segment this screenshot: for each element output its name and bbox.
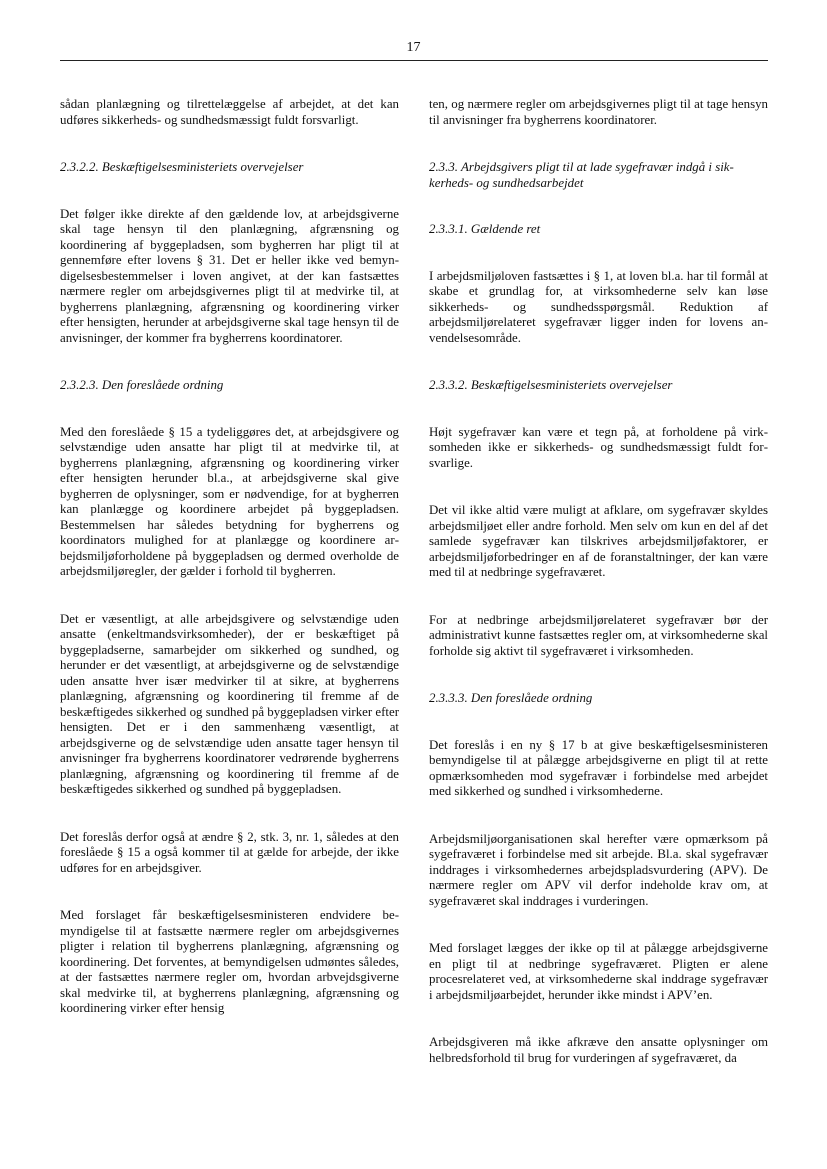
section-heading: 2.3.3.3. Den foreslåede ordning: [429, 691, 593, 705]
page-number: 17: [406, 40, 421, 55]
paragraph: Med den foreslåede § 15 a tydeliggøres det, at arbejdsgivere og selvstændige uden ansatte har pligt til at medvirke til, at bygherrens planlægning, afgrænsning og koordinering virker efter hensigten herunder bl.a., at arbejdsgiverne skal give bygherren de oplysninger, som er nødvendige, for at bygherren kan planlægge og koordinere arbejdet på byggepladsen. Bestemmelsen har således betydning for bygherrens og koordinators mulighed for at planlægge og koordinere arbejdsmiljøforholdene på byggepladsen og dermed overholde de arbejdsmiljøregler, der gælder i forhold til bygherren.: [60, 424, 399, 578]
paragraph: Det følger ikke direkte af den gældende lov, at arbejdsgiverne skal tage hensyn til den planlægning, afgrænsning og koordinering af byggepladsen, som bygherren har pligt til at gennemføre efter lovens § 31. Det er heller ikke ved bemyndigelsesbestemmelser i loven angivet, at der kan fastsættes nærmere regler om arbejdsgivernes pligt til at medvirke til, at bygherrens planlægning, afgrænsning og koordinering virker efter hensigten, herunder at arbejdsgiverne skal tage hensyn til de anvisninger, der kommer fra bygherrens koordinatorer.: [60, 206, 399, 345]
paragraph: Det foreslås i en ny § 17 b at give beskæftigelsesministeren bemyndigelse til at pålægge arbejdsgiverne en pligt til at rette opmærksomheden mod sygefravær i forbindelse med arbejdet med sikkerhed og sundhed i virksomhederne.: [429, 737, 768, 798]
paragraph: Det foreslås derfor også at ændre § 2, stk. 3, nr. 1, således at den foreslåede § 15 a også kommer til at gælde for arbejde, der ikke udføres for en arbejdsgiver.: [60, 829, 399, 875]
paragraph: Det vil ikke altid være muligt at afklare, om sygefravær skyldes arbejdsmiljøet eller andre forhold. Men selv om kun en del af det samlede sygefravær kan tilskrives arbejdsmiljøfaktorer, er arbejdsmiljøforbedringer en af de foranstaltninger, der kan være med til at nedbringe sygefraværet.: [429, 503, 768, 579]
paragraph: sådan planlægning og tilrettelæggelse af arbejdet, at det kan udføres sikkerheds- og sundhedsmæssigt fuldt forsvarligt.: [60, 97, 399, 127]
section-heading: 2.3.3. Arbejdsgivers pligt til at lade sygefravær indgå i sikkerheds- og sundhedsarbejdet: [429, 160, 734, 190]
section-heading: 2.3.3.2. Beskæftigelsesministeriets overvejelser: [429, 378, 673, 392]
paragraph: Med forslaget får beskæftigelsesministeren endvidere bemyndigelse til at fastsætte nærmere regler om arbejdsgivernes pligter i relation til bygherrens planlægning, afgrænsning og koordinering. Det forventes, at bemyndigelsen udmøntes således, at der fastsættes nærmere regler om, hvordan arbvejdsgiverne skal medvirke til, at bygherrens planlægning, afgrænsning og koordinering virker efter hensig: [60, 908, 399, 1015]
section-heading: 2.3.2.3. Den foreslåede ordning: [60, 378, 224, 392]
paragraph: Arbejdsmiljøorganisationen skal herefter være opmærksom på sygefraværet i forbindelse med sit arbejde. Bl.a. skal sygefravær inddrages i virksomhedernes arbejdspladsvurdering (APV). De nærmere regler om APV vil derfor indeholde krav om, at sygefraværet skal inddrages i vurderingen.: [429, 831, 768, 908]
right-column: [429, 97, 768, 1098]
header-rule: [60, 60, 768, 61]
paragraph: Med forslaget lægges der ikke op til at pålægge arbejdsgiverne en pligt til at nedbringe sygefraværet. Pligten er alene procesrelateret ved, at virksomhederne skal inddrage sygefravær i arbejdsmiljøarbejdet, herunder ikke mindst i APV’en.: [429, 941, 768, 1002]
left-column: [60, 97, 399, 1049]
paragraph: Det er væsentligt, at alle arbejdsgivere og selvstændige uden ansatte (enkeltmandsvirksomheder), der er beskæftiget på byggepladserne, samarbejder om sikkerhed og sundhed, og herunder er det væsentligt, at arbejdsgiverne og de selvstændige uden ansatte hver især medvirker til at sikre, at bygherrens planlægning, afgrænsning og koordinering til fremme af de beskæftigedes sikkerhed og sundhed på byggepladsen virker efter hensigten. Det er i den sammenhæng væsentligt, at arbejdsgiverne og de selvstændige uden ansatte tager hensyn til anvisninger fra bygherrens koordinatorer vedrørende bygherrens planlægning, afgrænsning og koordinering til fremme af de beskæftigedes sikkerhed og sundhed på byggepladsen.: [60, 611, 399, 796]
paragraph: ten, og nærmere regler om arbejdsgivernes pligt til at tage hensyn til anvisninger fra bygherrens koordinatorer.: [429, 97, 768, 127]
section-heading: 2.3.2.2. Beskæftigelsesministeriets overvejelser: [60, 160, 304, 174]
paragraph: I arbejdsmiljøloven fastsættes i § 1, at loven bl.a. har til formål at skabe et grundlag for, at virksomhederne selv kan løse sikkerheds- og sundhedsspørgsmål. Reduktion af arbejdsmiljørelateret sygefravær ligger inden for lovens anvendelsesområde.: [429, 268, 768, 345]
paragraph: For at nedbringe arbejdsmiljørelateret sygefravær bør der administrativt kunne fastsættes regler om, at virksomhederne skal forholde sig aktivt til sygefraværet i virksomheden.: [429, 612, 768, 658]
section-heading: 2.3.3.1. Gældende ret: [429, 222, 541, 236]
paragraph: Højt sygefravær kan være et tegn på, at forholdene på virksomheden ikke er sikkerheds- og sundhedsmæssigt fuldt forsvarlige.: [429, 424, 768, 470]
paragraph: Arbejdsgiveren må ikke afkræve den ansatte oplysninger om helbredsforhold til brug for vurderingen af sygefraværet, da: [429, 1035, 768, 1065]
